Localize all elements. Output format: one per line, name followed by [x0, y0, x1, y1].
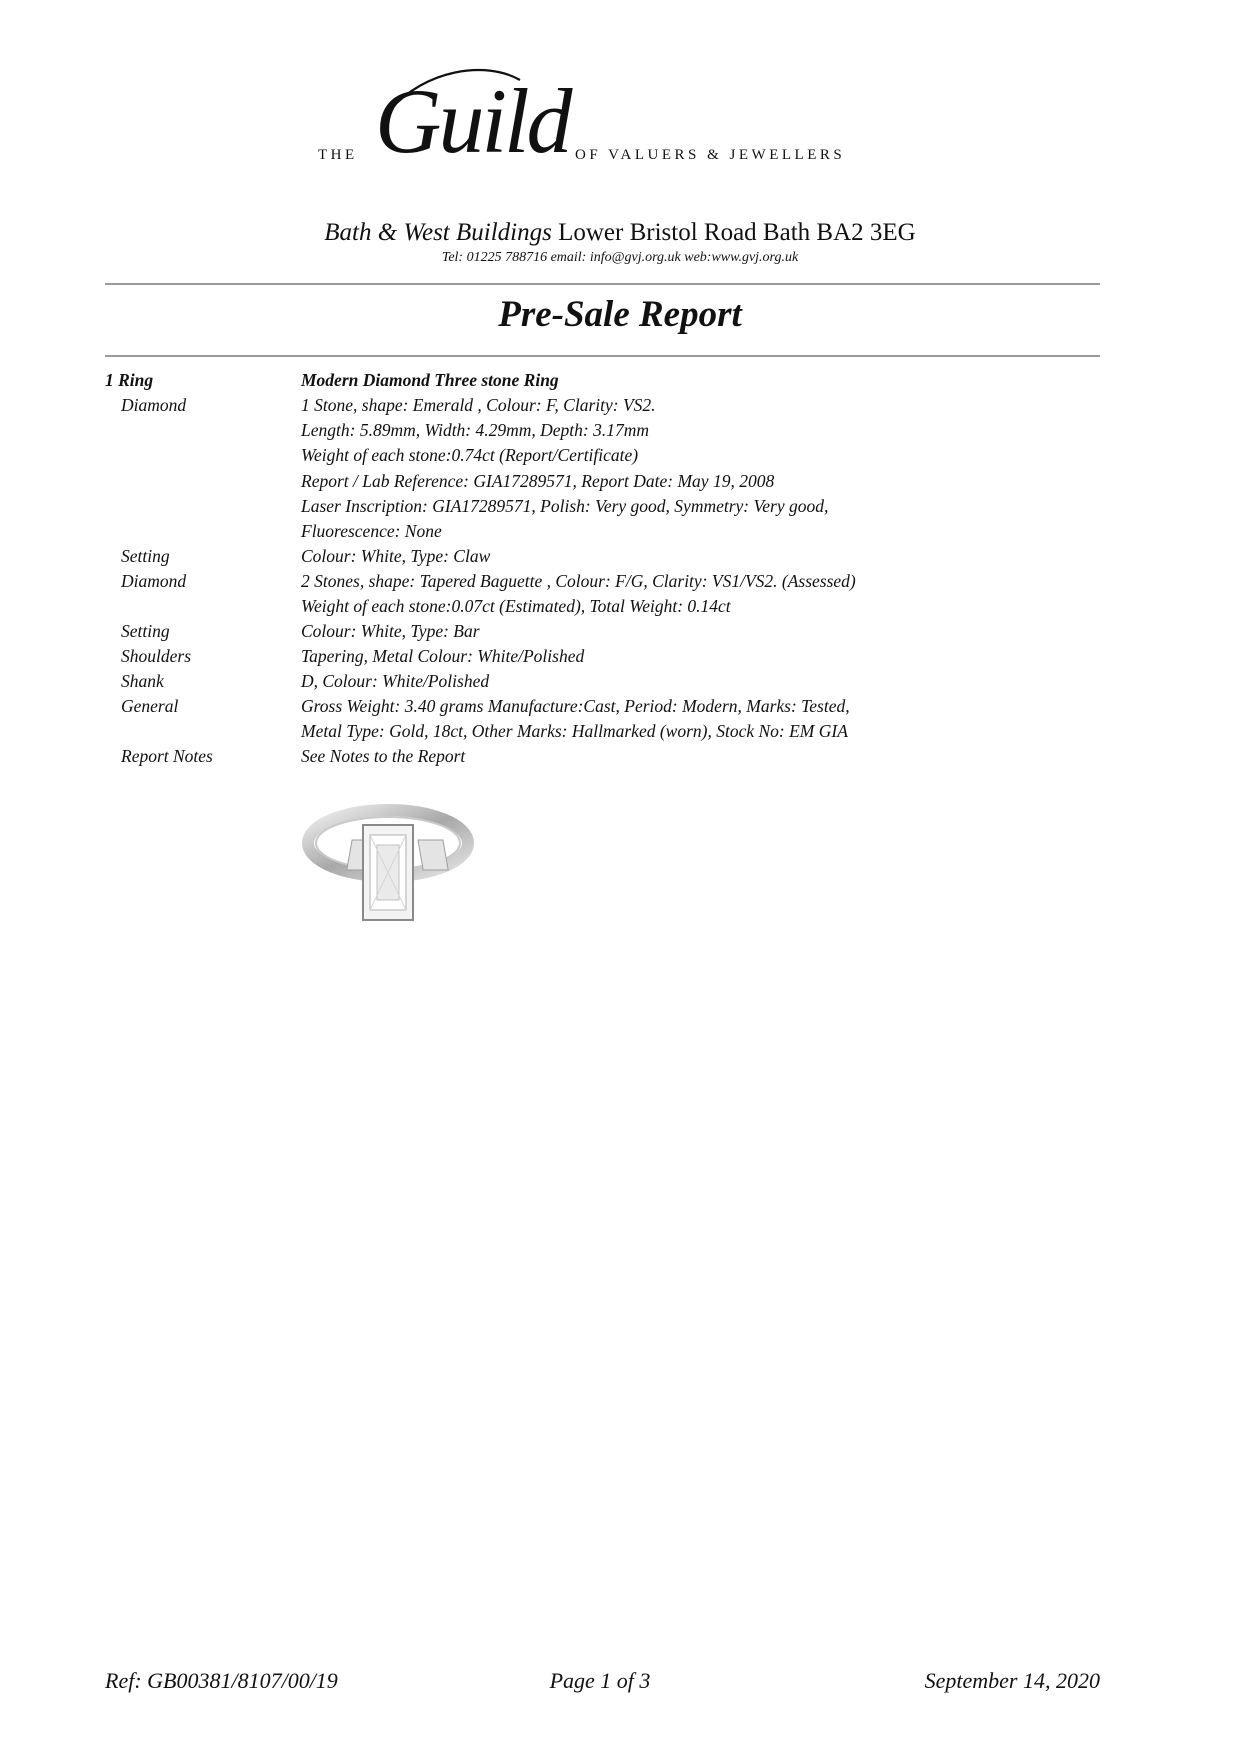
detail-row — [0, 471, 1240, 496]
ring-photo — [300, 795, 480, 925]
detail-row — [0, 696, 1240, 721]
footer-ref: Ref: GB00381/8107/00/19 — [105, 1668, 338, 1693]
detail-row — [0, 395, 1240, 420]
logo-guild: Guild — [375, 70, 570, 172]
detail-value: Length: 5.89mm, Width: 4.29mm, Depth: 3.17mm — [301, 420, 650, 440]
detail-value: Gross Weight: 3.40 grams Manufacture:Cast, Period: Modern, Marks: Tested, — [301, 696, 850, 716]
address-street: Lower Bristol Road Bath BA2 3EG — [551, 219, 916, 246]
detail-label: Diamond — [121, 571, 187, 591]
detail-label: Shank — [121, 671, 164, 691]
logo-of-valuers: OF VALUERS & JEWELLERS — [575, 147, 846, 163]
detail-label: Diamond — [121, 395, 187, 415]
item-description: Modern Diamond Three stone Ring — [301, 370, 559, 390]
detail-row — [0, 521, 1240, 546]
detail-label: General — [121, 696, 179, 716]
detail-value: Tapering, Metal Colour: White/Polished — [301, 646, 585, 666]
detail-label: Setting — [121, 621, 170, 641]
detail-value: Report / Lab Reference: GIA17289571, Report Date: May 19, 2008 — [301, 471, 775, 491]
detail-value: Weight of each stone:0.74ct (Report/Certificate) — [301, 445, 639, 465]
address-building: Bath & West Buildings — [324, 219, 552, 246]
detail-label: Setting — [121, 546, 170, 566]
item-label: 1 Ring — [105, 370, 154, 390]
detail-row — [0, 445, 1240, 470]
detail-value: 1 Stone, shape: Emerald , Colour: F, Clarity: VS2. — [301, 395, 656, 415]
detail-value: Metal Type: Gold, 18ct, Other Marks: Hallmarked (worn), Stock No: EM GIA — [301, 721, 848, 741]
detail-row — [0, 596, 1240, 621]
guild-logo — [300, 55, 920, 200]
detail-row — [0, 721, 1240, 746]
logo-the: THE — [318, 147, 358, 163]
detail-value: D, Colour: White/Polished — [301, 671, 490, 691]
page-title: Pre-Sale Report — [498, 294, 742, 335]
detail-label: Shoulders — [121, 646, 191, 666]
footer-date: September 14, 2020 — [924, 1668, 1100, 1693]
detail-label: Report Notes — [121, 746, 213, 766]
footer-page-number: Page 1 of 3 — [549, 1668, 651, 1693]
detail-value: Fluorescence: None — [301, 521, 442, 541]
address-line — [0, 219, 1240, 247]
detail-value: Weight of each stone:0.07ct (Estimated), Total Weight: 0.14ct — [301, 596, 731, 616]
detail-value: Colour: White, Type: Claw — [301, 546, 491, 566]
detail-value: See Notes to the Report — [301, 746, 466, 766]
divider-top — [105, 283, 1100, 285]
detail-row — [0, 420, 1240, 445]
detail-row — [0, 621, 1240, 646]
item-header-row — [0, 370, 1240, 395]
detail-row — [0, 746, 1240, 771]
detail-value: Colour: White, Type: Bar — [301, 621, 480, 641]
detail-value: Laser Inscription: GIA17289571, Polish: Very good, Symmetry: Very good, — [301, 496, 829, 516]
detail-value: 2 Stones, shape: Tapered Baguette , Colour: F/G, Clarity: VS1/VS2. (Assessed) — [301, 571, 856, 591]
detail-row — [0, 571, 1240, 596]
detail-row — [0, 646, 1240, 671]
detail-row — [0, 671, 1240, 696]
detail-row — [0, 546, 1240, 571]
detail-row — [0, 496, 1240, 521]
contact-line: Tel: 01225 788716 email: info@gvj.org.uk web:www.gvj.org.uk — [441, 250, 799, 265]
divider-bottom — [105, 355, 1100, 357]
